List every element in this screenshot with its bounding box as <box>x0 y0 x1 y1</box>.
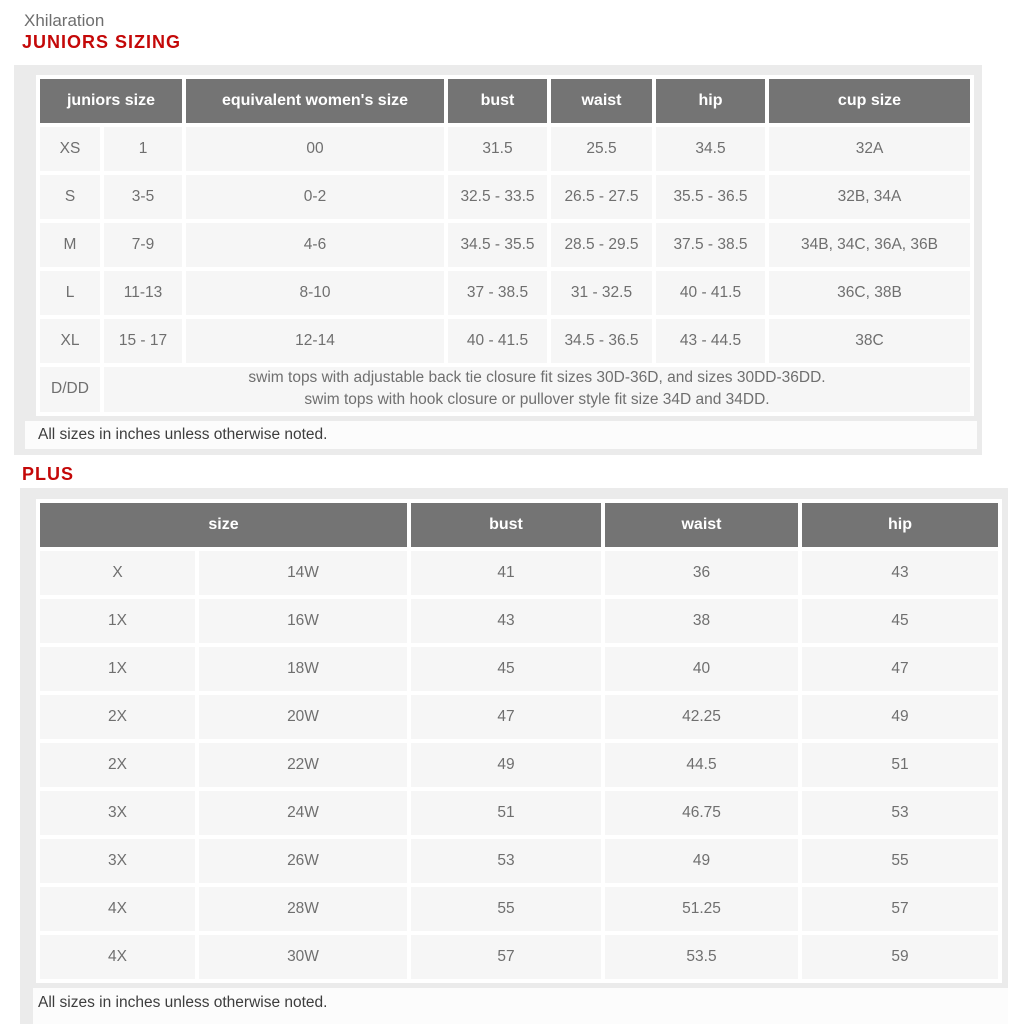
table-cell: 47 <box>802 647 998 691</box>
table-cell: 28W <box>199 887 407 931</box>
column-header-equivalent-womens-size: equivalent women's size <box>186 79 444 123</box>
column-header-waist: waist <box>605 503 798 547</box>
column-header-waist: waist <box>551 79 652 123</box>
juniors-section-title: JUNIORS SIZING <box>22 32 182 52</box>
table-cell: 43 - 44.5 <box>656 319 765 363</box>
table-cell: 37.5 - 38.5 <box>656 223 765 267</box>
plus-table-header <box>40 503 998 547</box>
table-cell: 4X <box>40 935 195 979</box>
column-header-hip: hip <box>656 79 765 123</box>
table-cell: 55 <box>802 839 998 883</box>
juniors-table-body <box>40 127 970 363</box>
table-cell: 16W <box>199 599 407 643</box>
plus-table-body <box>40 551 998 979</box>
column-header-juniors-size: juniors size <box>40 79 182 123</box>
table-row <box>40 551 998 595</box>
table-cell: 43 <box>802 551 998 595</box>
table-cell: XL <box>40 319 100 363</box>
table-cell: 40 <box>605 647 798 691</box>
table-cell: XS <box>40 127 100 171</box>
table-cell: 32.5 - 33.5 <box>448 175 547 219</box>
table-cell: 3X <box>40 839 195 883</box>
column-header-hip: hip <box>802 503 998 547</box>
ddd-label-cell: D/DD <box>40 367 100 412</box>
table-cell: 34.5 - 35.5 <box>448 223 547 267</box>
table-cell: 34.5 - 36.5 <box>551 319 652 363</box>
juniors-sizes-note: All sizes in inches unless otherwise noted. <box>25 421 977 449</box>
table-cell: 1X <box>40 647 195 691</box>
table-cell: 51 <box>411 791 601 835</box>
table-cell: 25.5 <box>551 127 652 171</box>
ddd-line-2: swim tops with hook closure or pullover style fit size 34D and 34DD. <box>304 391 770 409</box>
table-row <box>40 743 998 787</box>
table-cell: L <box>40 271 100 315</box>
table-cell: 44.5 <box>605 743 798 787</box>
table-cell: 24W <box>199 791 407 835</box>
juniors-table-header <box>40 79 970 123</box>
table-row <box>40 887 998 931</box>
table-cell: 3X <box>40 791 195 835</box>
table-row <box>40 935 998 979</box>
table-cell: 49 <box>605 839 798 883</box>
table-cell: 22W <box>199 743 407 787</box>
juniors-table-ddd-section <box>40 367 970 412</box>
table-cell: 59 <box>802 935 998 979</box>
ddd-description-cell <box>104 367 970 412</box>
table-cell: 31.5 <box>448 127 547 171</box>
table-cell: X <box>40 551 195 595</box>
table-cell: 20W <box>199 695 407 739</box>
plus-size-table <box>36 499 1002 983</box>
table-cell: 53 <box>802 791 998 835</box>
table-cell: 1X <box>40 599 195 643</box>
table-cell: 55 <box>411 887 601 931</box>
table-cell: 14W <box>199 551 407 595</box>
table-cell: 43 <box>411 599 601 643</box>
table-cell: 35.5 - 36.5 <box>656 175 765 219</box>
table-cell: 53.5 <box>605 935 798 979</box>
table-header-row <box>40 503 998 547</box>
table-cell: 53 <box>411 839 601 883</box>
table-row <box>40 647 998 691</box>
table-row <box>40 695 998 739</box>
table-cell: 57 <box>411 935 601 979</box>
table-cell: 34.5 <box>656 127 765 171</box>
table-cell: 8-10 <box>186 271 444 315</box>
table-cell: 51 <box>802 743 998 787</box>
table-cell: 31 - 32.5 <box>551 271 652 315</box>
table-cell: 38 <box>605 599 798 643</box>
table-cell: 7-9 <box>104 223 182 267</box>
plus-sizes-note: All sizes in inches unless otherwise noted. <box>33 988 1008 1024</box>
brand-title: Xhilaration <box>24 11 105 30</box>
table-cell: 11-13 <box>104 271 182 315</box>
table-cell: M <box>40 223 100 267</box>
table-cell: 34B, 34C, 36A, 36B <box>769 223 970 267</box>
table-cell: 37 - 38.5 <box>448 271 547 315</box>
table-cell: 42.25 <box>605 695 798 739</box>
table-cell: 28.5 - 29.5 <box>551 223 652 267</box>
plus-sizing-panel <box>20 488 1008 1024</box>
table-cell: 57 <box>802 887 998 931</box>
table-cell: 4X <box>40 887 195 931</box>
column-header-bust: bust <box>411 503 601 547</box>
table-row <box>40 839 998 883</box>
table-row-ddd <box>40 367 970 412</box>
table-cell: 32A <box>769 127 970 171</box>
table-cell: 26W <box>199 839 407 883</box>
table-cell: 3-5 <box>104 175 182 219</box>
juniors-size-table <box>36 75 974 416</box>
table-cell: 36 <box>605 551 798 595</box>
table-cell: 26.5 - 27.5 <box>551 175 652 219</box>
table-cell: 30W <box>199 935 407 979</box>
table-cell: S <box>40 175 100 219</box>
table-row <box>40 791 998 835</box>
column-header-cup-size: cup size <box>769 79 970 123</box>
ddd-line-1: swim tops with adjustable back tie closure fit sizes 30D-36D, and sizes 30DD-36DD. <box>248 369 826 386</box>
table-cell: 41 <box>411 551 601 595</box>
table-cell: 2X <box>40 695 195 739</box>
table-cell: 47 <box>411 695 601 739</box>
table-cell: 32B, 34A <box>769 175 970 219</box>
table-cell: 49 <box>802 695 998 739</box>
table-row <box>40 175 970 219</box>
table-cell: 45 <box>802 599 998 643</box>
table-cell: 40 - 41.5 <box>448 319 547 363</box>
table-cell: 15 - 17 <box>104 319 182 363</box>
table-row <box>40 599 998 643</box>
table-row <box>40 319 970 363</box>
table-cell: 51.25 <box>605 887 798 931</box>
table-row <box>40 127 970 171</box>
table-cell: 38C <box>769 319 970 363</box>
column-header-size: size <box>40 503 407 547</box>
juniors-sizing-panel <box>14 65 982 455</box>
table-cell: 0-2 <box>186 175 444 219</box>
plus-section-title: PLUS <box>22 464 75 484</box>
table-cell: 4-6 <box>186 223 444 267</box>
table-header-row <box>40 79 970 123</box>
table-cell: 46.75 <box>605 791 798 835</box>
table-row <box>40 271 970 315</box>
table-cell: 2X <box>40 743 195 787</box>
table-row <box>40 223 970 267</box>
table-cell: 18W <box>199 647 407 691</box>
table-cell: 00 <box>186 127 444 171</box>
table-cell: 12-14 <box>186 319 444 363</box>
table-cell: 45 <box>411 647 601 691</box>
table-cell: 49 <box>411 743 601 787</box>
table-cell: 40 - 41.5 <box>656 271 765 315</box>
table-cell: 36C, 38B <box>769 271 970 315</box>
column-header-bust: bust <box>448 79 547 123</box>
table-cell: 1 <box>104 127 182 171</box>
